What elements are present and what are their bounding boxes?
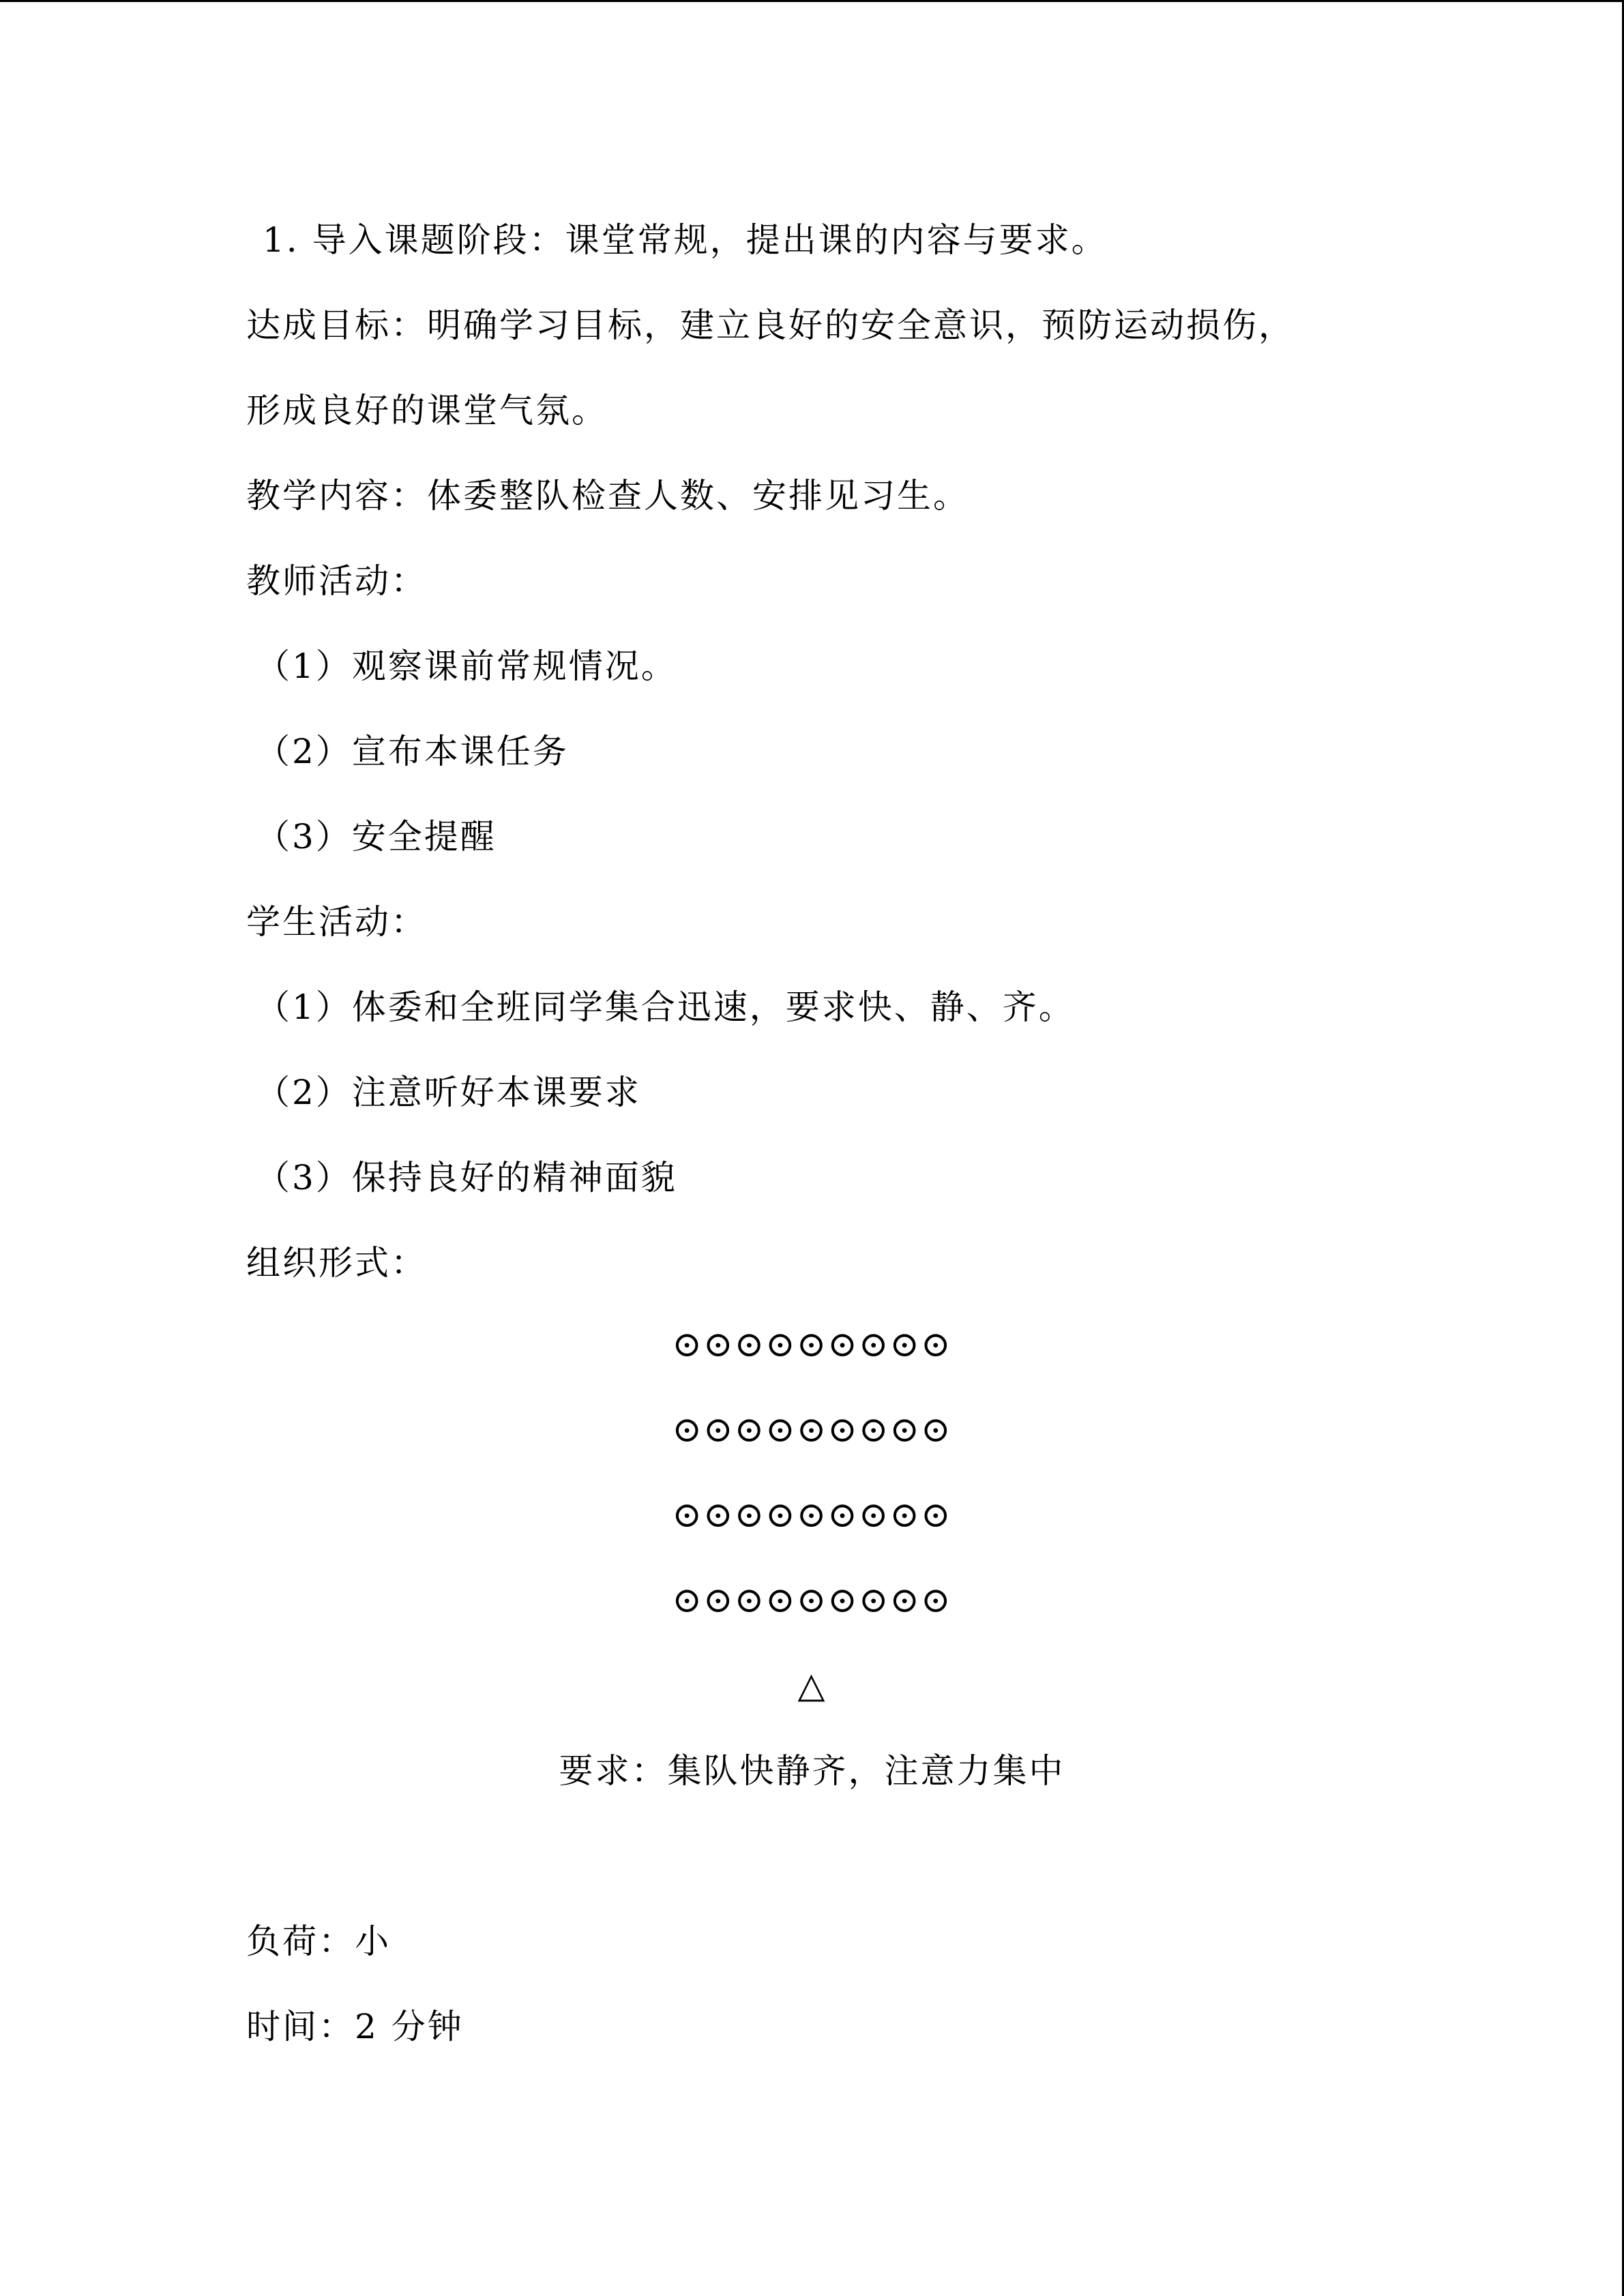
load-level: 负荷：小 [246, 1922, 391, 1961]
organization-title: 组织形式： [246, 1243, 427, 1283]
teacher-activity-title: 教师活动： [246, 561, 427, 601]
teacher-position-marker: △ [797, 1665, 827, 1706]
student-formation-row: ⊙⊙⊙⊙⊙⊙⊙⊙⊙ [672, 1495, 952, 1536]
goal-line-1: 达成目标：明确学习目标，建立良好的安全意识，预防运动损伤， [246, 305, 1295, 345]
teacher-activity-item: （2）宣布本课任务 [256, 732, 569, 771]
teacher-activity-item: （1）观察课前常规情况。 [256, 646, 677, 686]
section-heading: 1. 导入课题阶段：课堂常规，提出课的内容与要求。 [263, 220, 1108, 260]
formation-requirement: 要求：集队快静齐，注意力集中 [559, 1751, 1065, 1791]
student-activity-item: （1）体委和全班同学集合迅速，要求快、静、齐。 [256, 987, 1075, 1027]
student-activity-title: 学生活动： [246, 902, 427, 942]
teaching-content: 教学内容：体委整队检查人数、安排见习生。 [246, 476, 969, 516]
student-formation-row: ⊙⊙⊙⊙⊙⊙⊙⊙⊙ [672, 1410, 952, 1450]
student-activity-item: （3）保持良好的精神面貌 [256, 1158, 677, 1197]
time-duration: 时间：2 分钟 [246, 2007, 464, 2046]
teacher-activity-item: （3）安全提醒 [256, 817, 497, 856]
student-formation-row: ⊙⊙⊙⊙⊙⊙⊙⊙⊙ [672, 1580, 952, 1621]
goal-line-2: 形成良好的课堂气氛。 [246, 391, 608, 430]
student-activity-item: （2）注意听好本课要求 [256, 1073, 641, 1112]
student-formation-row: ⊙⊙⊙⊙⊙⊙⊙⊙⊙ [672, 1324, 952, 1365]
